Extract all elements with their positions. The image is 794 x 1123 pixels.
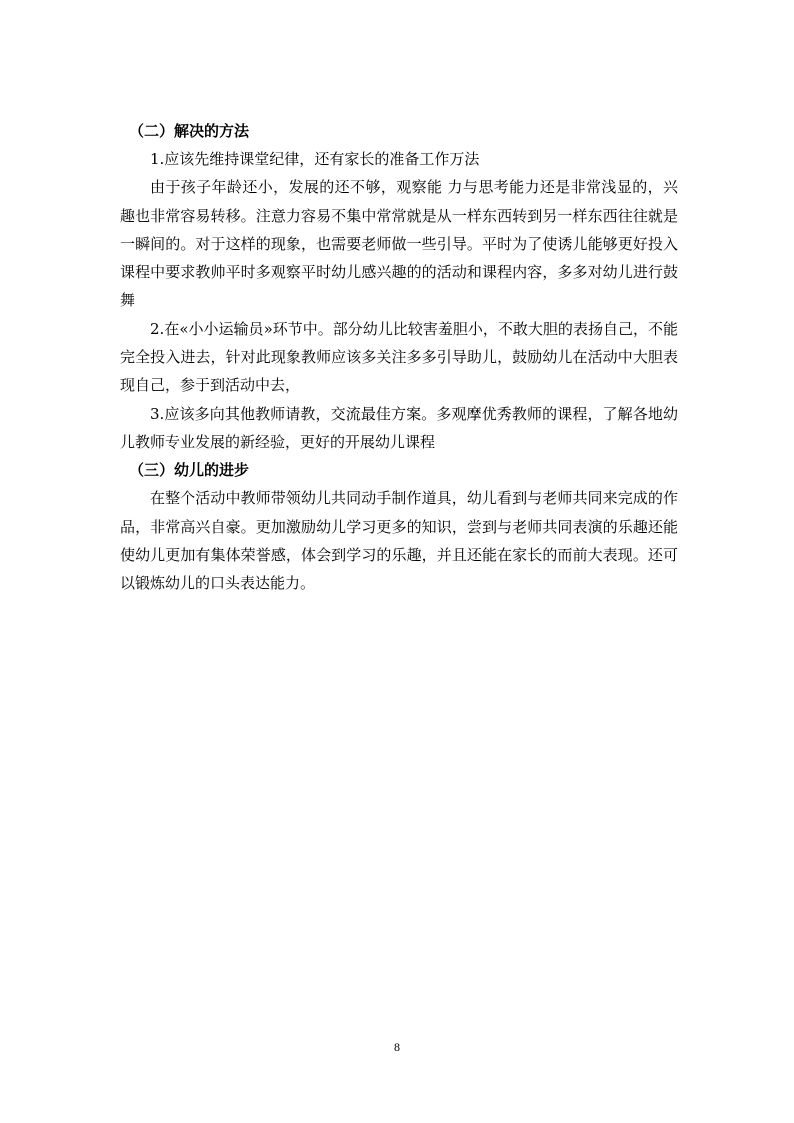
page-content bbox=[120, 117, 678, 597]
page-number: 8 bbox=[394, 1040, 400, 1054]
solution-1-title: 1.应该先维持课堂纪律，还有家长的准备工作万法 bbox=[150, 150, 480, 168]
progress-paragraph: 在整个活动中教师带领幼儿共同动手制作道具，幼儿看到与老师共同来完成的作品，非常高兴自豪。更加激励幼儿学习更多的知识，尝到与老师共同表演的乐趣还能使幼儿更加有集体荣誉感，体会到学习的乐趣，并且还能在家长的而前大表现。还可以锻炼幼儿的口头表达能力。 bbox=[120, 489, 678, 593]
section-heading-progress: （三）幼儿的进步 bbox=[129, 461, 250, 480]
solution-2-paragraph: 2.在«小小运输员»环节中。部分幼儿比较害羞胆小，不敢大胆的表扬自己，不能完全投入进去，针对此现象教师应该多关注多多引导助儿，鼓励幼儿在活动中大胆表现自己，参于到活动中去， bbox=[120, 319, 678, 395]
section-heading-solutions: （二）解决的方法 bbox=[129, 122, 250, 140]
solution-1-body: 由于孩子年龄还小，发展的还不够，观察能 力与思考能力还是非常浅显的，兴趣也非常容易转移。注意力容易不集中常常就是从一样东西转到另一样东西往往就是一瞬间的。对于这样的现象，也需要老师做一些引导。平时为了使诱儿能够更好投入课程中要求教帅平时多观察平时幼儿感兴趣的的活动和课程内容，多多对幼儿进行鼓舞 bbox=[120, 178, 678, 310]
solution-3-paragraph: 3.应该多向其他教师请教，交流最佳方案。多观摩优秀教师的课程，了解各地幼儿教师专业发展的新经验，更好的开展幼儿课程 bbox=[120, 404, 678, 451]
